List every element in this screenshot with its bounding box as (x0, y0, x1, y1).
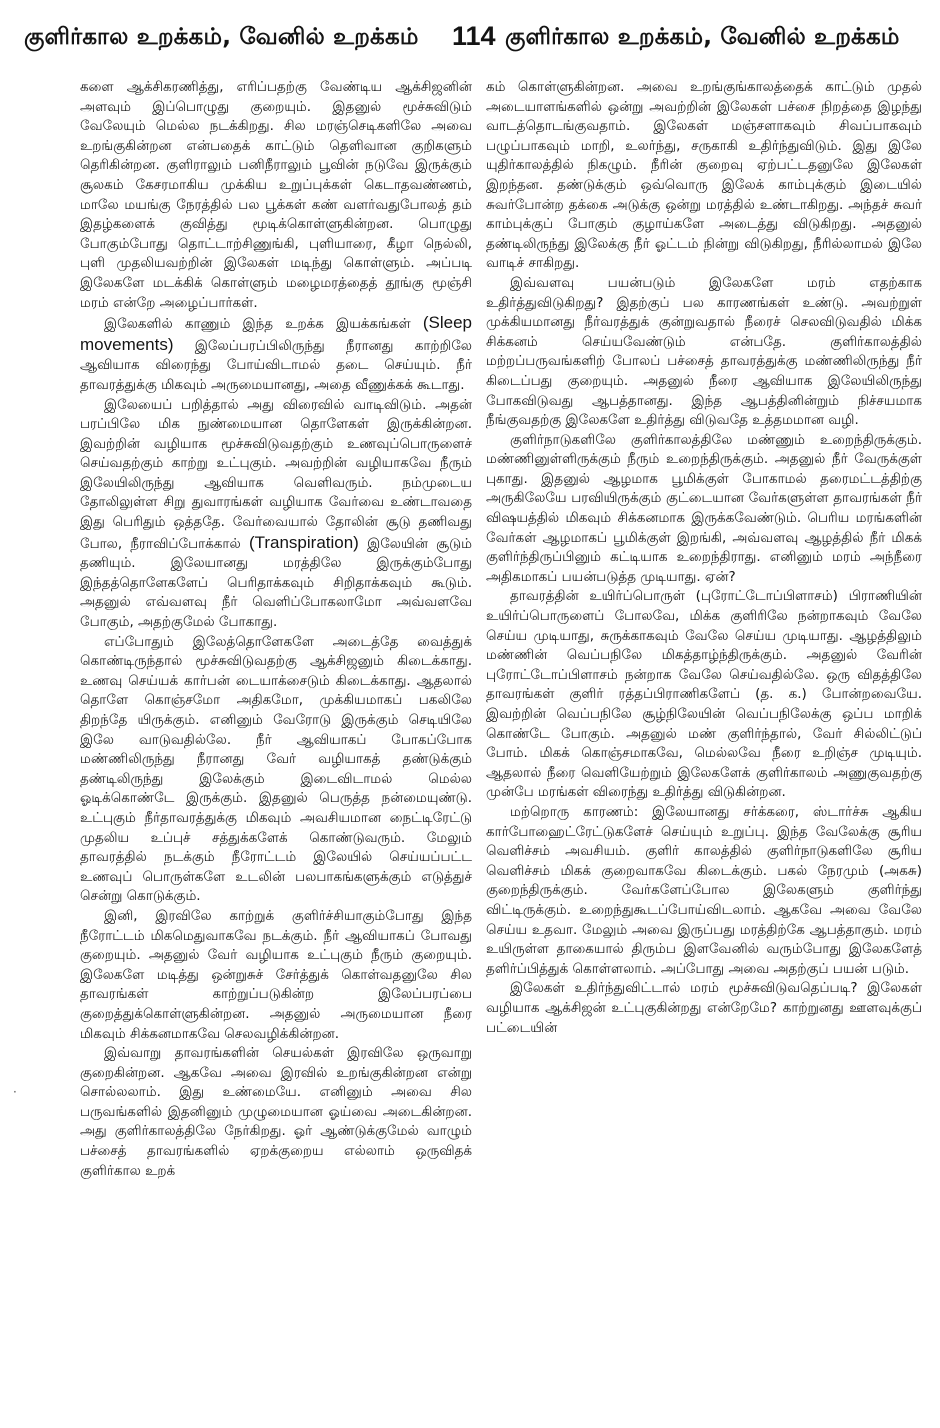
paragraph: இனி, இரவிலே காற்றுக் குளிர்ச்சியாகும்போது இந்த நீரோட்டம் மிகமெதுவாகவே நடக்கும். நீர் ஆவியாகப் போவது குறையும். அதனுல் வேர் வழியாக உட்புகும் நீரும் குறையும். இலேகளே மடித்து ஒன்றுசுச் சேர்த்துக் கொள்வதனுலே சில தாவரங்கள் காற்றுப்படுகின்ற இலேப்பரப்பை குறைத்துக்கொள்ளுகின்றன. அதனுல் அருமையான நீரை மிகவும் சிக்கனமாகவே செலவழிக்கின்றன. (80, 907, 472, 1042)
paragraph: தாவரத்தின் உயிர்ப்பொருள் (புரோட்டோப்பிளாசம்) பிராணியின் உயிர்ப்பொருளைப் போலவே, மிக்க குளிரிலே நன்றாகவும் வேலே செய்ய முடியாது, சுருக்காகவும் வேலே செய்ய முடியாது. ஆழத்திலும் மண்ணின் வெப்பநிலே மிகத்தாழ்ந்திருக்கும். அதனுல் வேரின் புரோட்டோப்பிளாசம் நன்றாக வேலே செய்வதில்லே. ஒரு விதத்திலே தாவரங்கள் குளிர் ரத்தப்பிராணிகளேப் (த. க.) போன்றவையே. இவற்றின் வெப்பநிலே சூழ்நிலேயின் வெப்பநிலேக்கு ஒப்ப மாறிக் கொண்டே போகும். அதனுல் மண் குளிர்ந்தால், வேர் சில்லிட்டுப் போம். மிகக் கொஞ்சமாகவே, மெல்லவே நீரை உறிஞ்ச முடியும். ஆதலால் நீரை வெளியேற்றும் இலேகளேக் குளிர்காலம் அணுகுவதற்கு முன்பே மரங்கள் விரைந்து உதிர்த்து விடுகின்றன. (486, 588, 922, 801)
page-header (0, 0, 940, 70)
paragraph: இலேகள் உதிர்ந்துவிட்டால் மரம் மூச்சுவிடுவதெப்படி? இலேகள் வழியாக ஆக்சிஜன் உட்புகுகின்றது என்றேமே? காற்றுனது ஊளவுக்குப் பட்டையின் (486, 980, 922, 1036)
paragraph: கம் கொள்ளுகின்றன. அவை உறங்குங்காலத்தைக் காட்டும் முதல் அடையாளங்களில் ஒன்று அவற்றின் இலேகள் பச்சை நிறத்தை இழந்து வாடத்தொடங்குவதாம். இலேகள் மஞ்சளாகவும் சிவப்பாகவும் பழுப்பாகவும் மாறி, உலர்ந்து, சருகாகி உதிர்ந்துவிடும். இது இலே யுதிர்காலத்தில் நிகழும். நீரின் குறைவு ஏற்பட்டதனுலே இலேகள் இறந்தன. தண்டுக்கும் ஒவ்வொரு இலேக் காம்புக்கும் இடையில் சுவர்போன்ற தக்கை அடுக்கு ஒன்று மரத்தில் உண்டாகிறது. அந்தச் சுவர் காம்புக்குப் போகும் குழாய்களே அடைத்து விடுகிறது. அதனுல் தண்டிலிருந்து இலேக்கு நீர் ஓட்டம் நின்று விடுகிறது, நீரில்லாமல் இலே வாடிச் சாகிறது. (486, 79, 922, 272)
paragraph (80, 396, 472, 633)
paragraph: குளிர்நாடுகளிலே குளிர்காலத்திலே மண்ணும் உறைந்திருக்கும். மண்ணினுள்ளிருக்கும் நீரும் உறைந்திருக்கும். அதனுல் நீர் வேருக்குள் புகாது. இதனுல் ஆழமாக பூமிக்குள் போகாமல் தரைமட்டத்திற்கு அருகிலேயே பரவியிருக்கும் குட்டையான வேர்களுள்ள தாவரங்கள் நீர் விஷயத்தில் மிகவும் சிக்கனமாக இருக்கவேண்டும். பெரிய மரங்களின் வேர்கள் ஆழமாகப் பூமிக்குள் இறங்கி, அவ்வளவு ஆழத்தில் நீர் மிகக் குளிர்ந்திருப்பினும் கட்டியாக உறைந்திராது. எனினும் மரம் அந்நீரை அதிகமாகப் பயன்படுத்த முடியாது. ஏன்? (486, 431, 922, 585)
page-number: 114 (452, 21, 496, 51)
running-title-right: குளிர்கால உறக்கம், வேனில் உறக்கம் (505, 24, 900, 50)
paragraph: இவ்வாறு தாவரங்களின் செயல்கள் இரவிலே ஒருவாறு குறைகின்றன. ஆகவே அவை இரவில் உறங்குகின்றன என்று சொல்லலாம். இது உண்மையே. எனினும் அவை சில பருவங்களில் இதனினும் முழுமையான ஓய்வை அடைகின்றன. அது குளிர்காலத்திலே நேர்கிறது. ஓர் ஆண்டுக்குமேல் வாழும் பச்சைத் தாவரங்களில் ஏறக்குறைய எல்லாம் ஒருவிதக் குளிர்கால உறக் (80, 1045, 472, 1179)
paragraph-text: இலேகளில் காணும் இந்த உறக்க இயக்கங்கள் (104, 316, 411, 333)
running-title-left: குளிர்கால உறக்கம், வேனில் உறக்கம் (24, 24, 419, 50)
margin-mark: · (13, 1085, 17, 1099)
paragraph-text: இலேயின் சூடும் தணியும். இலேயானது மரத்திலே இருக்கும்போது இந்தத்தொளேகளேப் பெரிதாக்கவும் சிறிதாக்கவும் கூடும். அதனுல் எவ்வளவு நீர் வெளிப்போகலாமோ அவ்வளவே போகும், அதற்குமேல் போகாது. (80, 535, 472, 631)
paragraph: இவ்வளவு பயன்படும் இலேகளே மரம் எதற்காக உதிர்த்துவிடுகிறது? இதற்குப் பல காரணங்கள் உண்டு. அவற்றுள் முக்கியமானது நீர்வரத்துக் குன்றுவதால் நீரைச் செலவிடுவதில் மிக்க சிக்கனம் செய்யவேண்டும் என்பதே. குளிர்காலத்தில் மற்றப்பருவங்களிற் போலப் பச்சைத் தாவரத்துக்கு மண்ணிலிருந்து நீர் கிடைப்பது குறையும். அதனுல் நீரை ஆவியாக இலேயிலிருந்து போகவிடுவது ஆபத்தானது. இந்த ஆபத்தினின்றும் நிச்சயமாக நீங்குவதற்கு இலேகளே உதிர்த்து விடுவதே உத்தமமான வழி. (486, 274, 922, 429)
paragraph-text: இலேயைப் பறித்தால் அது விரைவில் வாடிவிடும். அதன் பரப்பிலே மிக நுண்மையான தொளேகள் இருக்கின்றன. இவற்றின் வழியாக மூச்சுவிடுவதற்கும் உணவுப்பொருளைச் செய்வதற்கும் காற்று உட்புகும். அவற்றின் வழியாகவே நீரும் இலேயிலிருந்து ஆவியாக வெளிவரும். நம்முடைய தோலிலுள்ள சிறு துவாரங்கள் வழியாக வேர்வை உண்டாவதை இது பெரிதும் ஒத்ததே. வேர்வையால் தோலின் சூடு தணிவது போல, நீராவிப்போக்கால் (80, 396, 472, 552)
paragraph: களை ஆக்சிகரணித்து, எரிப்பதற்கு வேண்டிய ஆக்சிஜனின் அளவும் இப்பொழுது குறையும். இதனுல் மூச்சுவிடும் வேலேயும் மெல்ல நடக்கிறது. சில மரஞ்செடிகளிலே அவை உறங்குகின்றன என்பதைக் காட்டும் தெளிவான குறிகளும் தெரிகின்றன. குளிராலும் பனிநீராலும் பூவின் நடுவே இருக்கும் சூலகம் கேசரமாகிய முக்கிய உறுப்புக்கள் கெடாதவண்ணம், மாலே மயங்கு நேரத்தில் பல பூக்கள் கண் வளர்வதுபோலத் தம் இதழ்களைக் குவித்து மூடிக்கொள்ளுகின்றன. பொழுது போகும்போது தொட்டாற்சிணுங்கி, புளியாரை, கீழா நெல்லி, புளி முதலியவற்றின் இலேகள் மடிந்து கொள்ளும். அப்படி இலேகளே மடக்கிக் கொள்ளும் மழைமரத்தைத் தூங்கு மூஞ்சி மரம் என்றே அழைப்பார்கள். (80, 79, 472, 311)
paragraph: எப்போதும் இலேத்தொளேகளே அடைத்தே வைத்துக் கொண்டிருந்தால் மூச்சுவிடுவதற்கு ஆக்சிஜனும் கிடைக்காது. உணவு செய்யக் கார்பன் டையாக்சைடும் கிடைக்காது. ஆதலால் தொளே கொஞ்சமோ அதிகமோ, முக்கியமாகப் பகலிலே திறந்தே யிருக்கும். எனினும் வேரோடு இருக்கும் செடியிலே இலே வாடுவதில்லே. நீர் ஆவியாகப் போகப்போக மண்ணிலிருந்து நீரானது வேர் வழியாகத் தண்டுக்கும் தண்டிலிருந்து இலேக்கும் இடைவிடாமல் மெல்ல ஓடிக்கொண்டே இருக்கும். இதனுல் பெருத்த நன்மையுண்டு. உட்புகும் நீர்தாவரத்துக்கு மிகவும் அவசியமான நைட்டிரேட்டு முதலிய உப்புச் சத்துக்களேக் கொண்டுவரும். மேலும் தாவரத்தில் நடக்கும் நீரோட்டம் இலேயில் செய்யப்பட்ட உணவுப் பொருள்களே உடலின் பலபாகங்களுக்கும் எடுத்துச் சென்று கொடுக்கும். (80, 633, 472, 905)
right-column (486, 78, 922, 1418)
left-column (80, 78, 472, 1418)
paragraph (80, 313, 472, 395)
paragraph: மற்றொரு காரணம்: இலேயானது சர்க்கரை, ஸ்டார்ச்சு ஆகிய கார்போஹைட்ரேட்டுகளேச் செய்யும் உறுப்பு. இந்த வேலேக்கு சூரிய வெளிச்சம் அவசியம். குளிர் காலத்தில் குளிர்நாடுகளிலே சூரிய வெளிச்சம் மிகக் குறைவாகவே கிடைக்கும். பகல் நேரமும் (அகசு) குறைந்திருக்கும். வேர்களேப்போல இலேகளும் குளிர்ந்து விட்டிருக்கும். உறைந்துகூடப்போய்விடலாம். ஆகவே அவை வேலே செய்ய உதவா. மேலும் அவை இருப்பது மரத்திற்கே ஆபத்தாகும். மரம் உயிருள்ள தாகையால் திரும்ப இளவேனில் வரும்போது இலேகளேத் தளிர்ப்பித்துக் கொள்ளலாம். அப்போது அவை அதற்குப் பயன் படும். (486, 803, 922, 977)
english-term: (Transpiration) (248, 532, 359, 552)
paragraph-text: இலேப்பரப்பிலிருந்து நீரானது காற்றிலே ஆவியாக விரைந்து போய்விடாமல் தடை செய்யும். நீர் தாவரத்துக்கு மிகவும் அருமையானது, அதை வீணுக்கக் கூடாது. (80, 337, 472, 393)
english-term: (Sleep movements) (80, 313, 472, 354)
